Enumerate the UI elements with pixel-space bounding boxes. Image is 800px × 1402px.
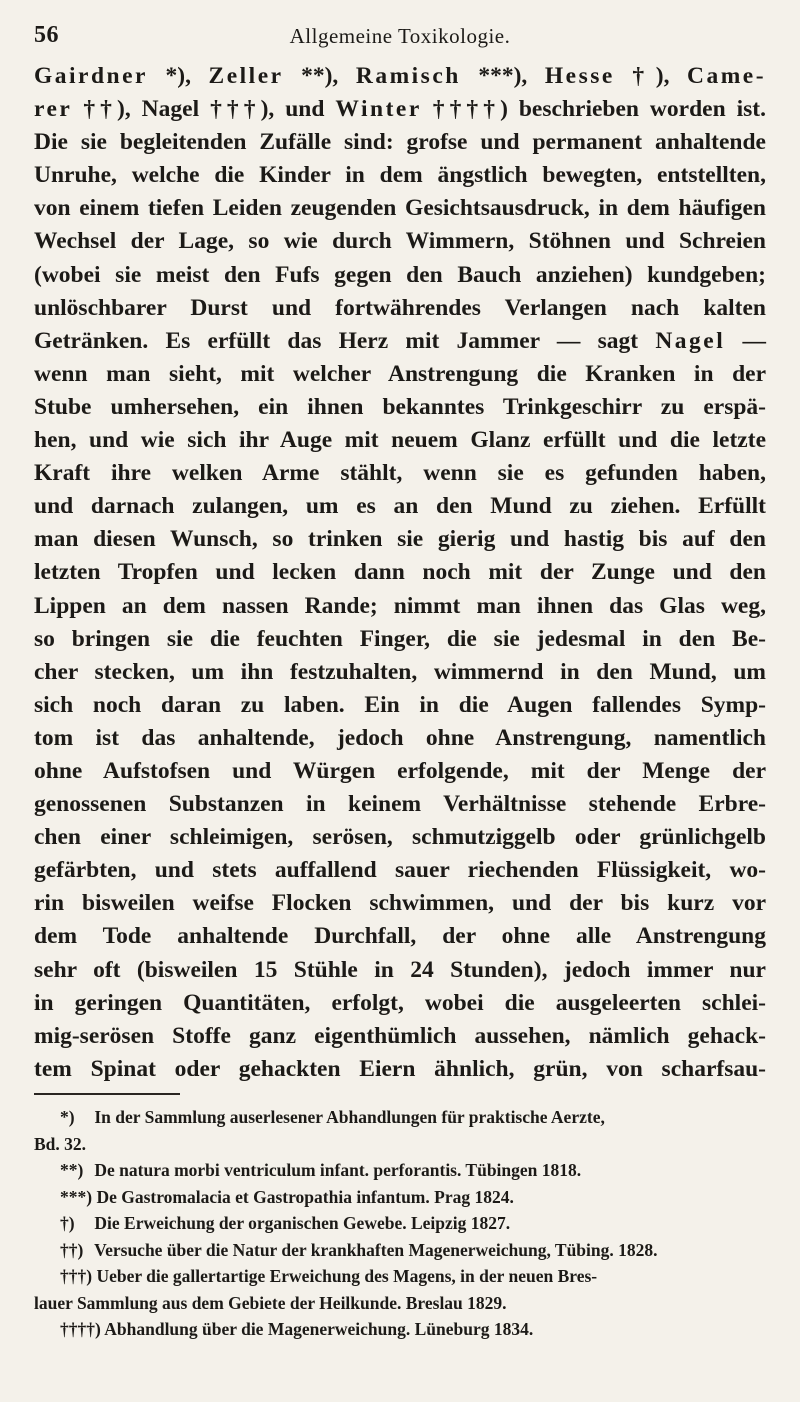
text-line-24: chen einer schleimigen, serösen, schmutziggelb oder grünlichgelb (34, 824, 766, 851)
text-line-17: Lippen an dem nassen Rande; nimmt man ihnen das Glas weg, (34, 592, 766, 619)
text-line-1 (34, 60, 766, 93)
footnote-4 (34, 1210, 766, 1237)
text-line-28: sehr oft (bisweilen 15 Stühle in 24 Stunden), jedoch immer nur (34, 956, 766, 983)
text-line-8: unlöschbarer Durst und fortwährendes Verlangen nach kalten (34, 294, 766, 321)
text-line-14: und darnach zulangen, um es an den Mund zu ziehen. Erfüllt (34, 493, 766, 520)
text-line-31: tem Spinat oder gehackten Eiern ähnlich, grün, von scharfsau- (34, 1055, 766, 1082)
author-gairdner: Gairdner (34, 63, 148, 89)
text-line-15: man diesen Wunsch, so trinken sie gierig und hastig bis auf den (34, 526, 766, 553)
text-line-11: Stube umhersehen, ein ihnen bekanntes Trinkgeschirr zu erspä- (34, 393, 766, 420)
footnote-mark: ††) (60, 1239, 84, 1260)
text-line-3: Die sie begleitenden Zufälle sind: grofse und permanent anhaltende (34, 129, 766, 156)
footnote-ref: *), (148, 63, 209, 89)
main-text (34, 60, 766, 1086)
page-number: 56 (34, 22, 59, 48)
footnote-ref: ††), (72, 96, 142, 123)
text-line-30: mig-serösen Stoffe ganz eigenthümlich aussehen, nämlich gehack- (34, 1022, 766, 1049)
footnote-text: De natura morbi ventriculum infant. perforantis. Tübingen 1818. (94, 1160, 582, 1180)
author-zeller: Zeller (208, 63, 284, 89)
text-line-10: wenn man sieht, mit welcher Anstrengung die Kranken in der (34, 360, 766, 387)
line-text: — (725, 327, 766, 354)
footnote-2 (34, 1157, 766, 1184)
text-line-9 (34, 325, 766, 358)
footnote-1 (34, 1104, 766, 1131)
text-line-6: Wechsel der Lage, so wie durch Wimmern, Stöhnen und Schreien (34, 228, 766, 255)
line-text: Getränken. Es erfüllt das Herz mit Jammer — sagt (34, 327, 656, 354)
footnote-mark: ***) (60, 1186, 93, 1207)
text-line-12: hen, und wie sich ihr Auge mit neuem Glanz erfüllt und die letzte (34, 427, 766, 454)
running-title: Allgemeine Toxikologie. (289, 24, 511, 48)
footnote-ref: **), (283, 63, 356, 89)
text-line-21: tom ist das anhaltende, jedoch ohne Anstrengung, namentlich (34, 724, 766, 751)
author-nagel-quote: Nagel (655, 327, 726, 354)
footnote-text: Bd. 32. (34, 1133, 87, 1154)
text-line-22: ohne Aufstofsen und Würgen erfolgende, mit der Menge der (34, 757, 766, 784)
author-hesse: Hesse (544, 63, 615, 89)
text-line-2 (34, 93, 766, 126)
footnote-ref: †††), und (199, 96, 336, 123)
footnote-mark: **) (60, 1160, 84, 1180)
text-line-18: so bringen sie die feuchten Finger, die sie jedesmal in den Be- (34, 625, 766, 652)
footnote-mark: *) (60, 1107, 75, 1127)
footnotes (34, 1104, 766, 1343)
text-line-4: Unruhe, welche die Kinder in dem ängstlich bewegten, entstellten, (34, 162, 766, 189)
footnote-1-cont (34, 1131, 766, 1158)
footnote-text: In der Sammlung auserlesener Abhandlungen für praktische Aerzte, (94, 1107, 605, 1127)
footnote-mark: †††) (60, 1266, 93, 1286)
footnote-3 (34, 1184, 766, 1211)
footnote-text: Abhandlung über die Magenerweichung. Lüneburg 1834. (104, 1319, 534, 1339)
footnote-text: Ueber die gallertartige Erweichung des Magens, in der neuen Bres- (96, 1266, 598, 1286)
text-line-13: Kraft ihre welken Arme stählt, wenn sie es gefunden haben, (34, 460, 766, 487)
footnote-ref: ††††) beschrieben worden ist. (421, 96, 766, 123)
footnote-7 (34, 1316, 766, 1343)
text-line-25: gefärbten, und stets auffallend sauer riechenden Flüssigkeit, wo- (34, 857, 766, 884)
text-line-19: cher stecken, um ihn festzuhalten, wimmernd in den Mund, um (34, 658, 766, 685)
footnote-ref: ***), (460, 63, 545, 89)
text-line-23: genossenen Substanzen in keinem Verhältnisse stehende Erbre- (34, 791, 766, 818)
footnote-5 (34, 1237, 766, 1264)
author-winter: Winter (335, 96, 422, 123)
footnote-text: lauer Sammlung aus dem Gebiete der Heilkunde. Breslau 1829. (34, 1292, 507, 1313)
text-line-5: von einem tiefen Leiden zeugenden Gesichtsausdruck, in dem häufigen (34, 195, 766, 222)
text-line-16: letzten Tropfen und lecken dann noch mit der Zunge und den (34, 559, 766, 586)
footnote-6-cont (34, 1290, 766, 1317)
footnote-text: Versuche über die Natur der krankhaften Magenerweichung, Tübing. 1828. (94, 1239, 658, 1260)
author-ramisch: Ramisch (355, 63, 461, 89)
footnote-text: Die Erweichung der organischen Gewebe. Leipzig 1827. (94, 1213, 511, 1233)
text-line-20: sich noch daran zu laben. Ein in die Augen fallendes Symp- (34, 691, 766, 718)
footnote-6 (34, 1263, 766, 1290)
author-nagel: Nagel (141, 96, 200, 123)
footnote-mark: ††††) (60, 1319, 101, 1339)
text-line-27: dem Tode anhaltende Durchfall, der ohne alle Anstrengung (34, 923, 766, 950)
text-line-7: (wobei sie meist den Fufs gegen den Bauch anziehen) kundgeben; (34, 261, 766, 288)
author-camerer: Came- (686, 63, 767, 89)
footnote-divider (34, 1093, 180, 1095)
page-header (34, 22, 766, 52)
text-line-29: in geringen Quantitäten, erfolgt, wobei die ausgeleerten schlei- (34, 989, 766, 1016)
text-line-26: rin bisweilen weifse Flocken schwimmen, und der bis kurz vor (34, 890, 766, 917)
footnote-text: De Gastromalacia et Gastropathia infantum. Prag 1824. (96, 1186, 514, 1207)
author-camerer-end: rer (34, 96, 73, 123)
footnote-mark: †) (60, 1213, 75, 1233)
footnote-ref: †), (614, 63, 687, 89)
